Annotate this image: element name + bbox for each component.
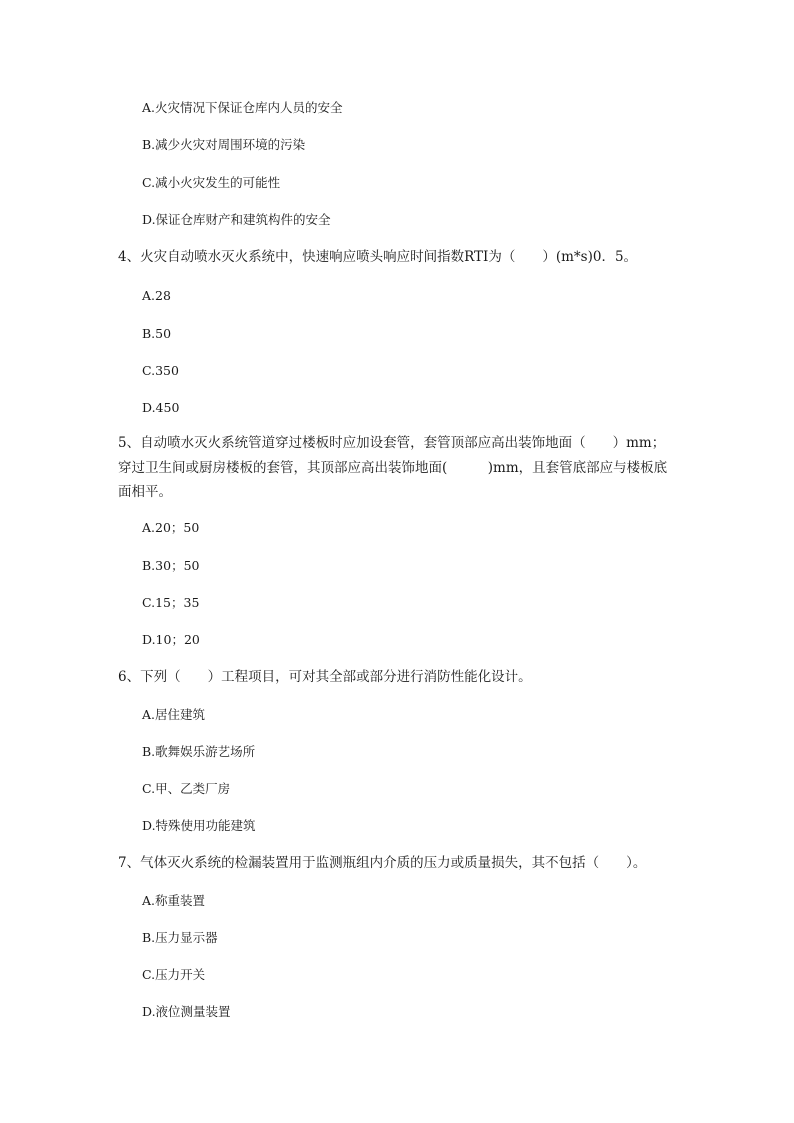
q3-option-d: D.保证仓库财产和建筑构件的安全 (142, 212, 331, 227)
q5-option-b: B.30；50 (142, 558, 200, 573)
q7-option-a: A.称重装置 (142, 893, 206, 908)
q5-option-a: A.20；50 (142, 520, 200, 535)
q6-option-a: A.居住建筑 (142, 707, 206, 722)
q4-option-b: B.50 (142, 326, 172, 341)
q5-text-line-3: 面相平。 (118, 484, 172, 500)
q3-option-a: A.火灾情况下保证仓库内人员的安全 (142, 100, 343, 115)
q6-text: 6、下列（ ）工程项目，可对其全部或部分进行消防性能化设计。 (118, 669, 532, 685)
q4-text: 4、火灾自动喷水灭火系统中，快速响应喷头响应时间指数RTI为（ ）(m*s)0．5。 (118, 249, 638, 265)
q6-option-b: B.歌舞娱乐游艺场所 (142, 744, 256, 759)
q7-option-c: C.压力开关 (142, 967, 206, 982)
q3-option-c: C.减小火灾发生的可能性 (142, 175, 281, 190)
q7-option-b: B.压力显示器 (142, 930, 218, 945)
q5-option-d: D.10；20 (142, 632, 200, 647)
q6-option-d: D.特殊使用功能建筑 (142, 818, 256, 833)
q4-option-a: A.28 (142, 288, 171, 303)
q3-option-b: B.减少火灾对周围环境的污染 (142, 137, 306, 152)
q5-text-line-1: 5、自动喷水灭火系统管道穿过楼板时应加设套管，套管顶部应高出装饰地面（ ）mm； (118, 435, 666, 451)
q7-text: 7、气体灭火系统的检漏装置用于监测瓶组内介质的压力或质量损失，其不包括（ ）。 (118, 855, 647, 871)
q6-option-c: C.甲、乙类厂房 (142, 781, 231, 796)
q4-option-d: D.450 (142, 400, 180, 415)
q5-text-line-2: 穿过卫生间或厨房楼板的套管，其顶部应高出装饰地面( )mm，且套管底部应与楼板底 (118, 460, 668, 476)
q5-option-c: C.15；35 (142, 595, 200, 610)
q4-option-c: C.350 (142, 363, 179, 378)
q7-option-d: D.液位测量装置 (142, 1004, 231, 1019)
